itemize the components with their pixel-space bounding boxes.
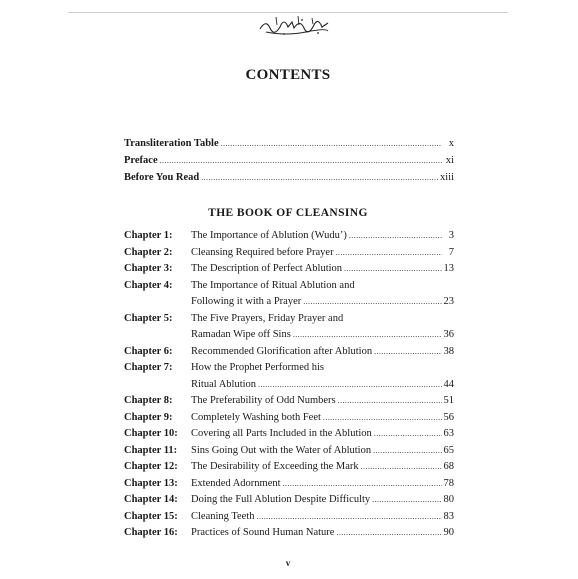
- chapter-label: Chapter 16:: [124, 527, 178, 538]
- chapter-title-line: [191, 311, 454, 328]
- chapter-title: Following it with a Prayer: [191, 296, 302, 307]
- dot-leader: [374, 426, 442, 443]
- chapter-title-block: [191, 393, 454, 410]
- chapter-title: The Importance of Ritual Ablution and: [191, 279, 355, 291]
- chapter-title-block: [191, 261, 454, 278]
- chapter-entry[interactable]: [124, 344, 454, 361]
- chapter-title-block: [191, 443, 454, 460]
- entry-title: Transliteration Table: [124, 138, 219, 149]
- chapter-entry[interactable]: [124, 393, 454, 410]
- dot-leader: [257, 509, 442, 526]
- chapter-label: Chapter 6:: [124, 345, 173, 357]
- book-page: [68, 12, 508, 579]
- front-matter-entry[interactable]: [124, 155, 454, 172]
- entry-title: Preface: [124, 154, 158, 166]
- chapter-title: Cleaning Teeth: [191, 510, 255, 522]
- dot-leader: [258, 377, 441, 394]
- dot-leader: [372, 492, 441, 509]
- dot-leader: [293, 327, 442, 344]
- chapter-entry[interactable]: [124, 476, 454, 493]
- dot-leader: [336, 245, 442, 262]
- dot-leader: [201, 173, 438, 182]
- chapter-title: The Five Prayers, Friday Prayer and: [191, 312, 344, 324]
- dot-leader: [160, 156, 442, 165]
- chapter-label: Chapter 8:: [124, 395, 173, 406]
- entry-page: x: [448, 138, 454, 149]
- dot-leader: [336, 525, 441, 542]
- entry-page: xi: [445, 154, 454, 166]
- chapter-label: Chapter 12:: [124, 461, 178, 472]
- chapter-title-line: [191, 360, 454, 377]
- chapter-entry[interactable]: [124, 228, 454, 245]
- chapter-page: 68: [443, 461, 454, 472]
- dot-leader: [338, 393, 442, 410]
- chapter-entry[interactable]: [124, 443, 454, 460]
- chapter-entry[interactable]: [124, 509, 454, 526]
- chapter-title-block: [191, 459, 454, 476]
- dot-leader: [361, 459, 442, 476]
- chapter-title-line: [191, 245, 454, 262]
- chapter-title-line: [191, 509, 454, 526]
- chapter-title: Practices of Sound Human Nature: [191, 527, 335, 538]
- chapter-label: Chapter 3:: [124, 263, 173, 274]
- chapter-entry[interactable]: [124, 410, 454, 427]
- chapter-title-line: [191, 459, 454, 476]
- front-matter-entry[interactable]: [124, 138, 454, 155]
- chapter-entry[interactable]: [124, 525, 454, 542]
- chapter-page: 36: [443, 329, 454, 340]
- chapter-label: Chapter 7:: [124, 362, 173, 373]
- chapter-page: 44: [443, 378, 454, 390]
- chapter-title-line: [191, 377, 454, 394]
- chapter-title: Extended Adornment: [191, 477, 281, 489]
- chapter-title: Doing the Full Ablution Despite Difficulty: [191, 494, 371, 505]
- chapter-title-line: [191, 327, 454, 344]
- entry-page: xiii: [439, 171, 454, 183]
- chapter-title: The Desirability of Exceeding the Mark: [191, 461, 359, 472]
- chapter-title-block: [191, 476, 454, 493]
- chapter-title-block: [191, 525, 454, 542]
- chapter-title-block: [191, 410, 454, 427]
- chapter-label: Chapter 4:: [124, 279, 173, 291]
- chapter-title-block: [191, 509, 454, 526]
- chapter-title-block: [191, 426, 454, 443]
- chapter-label: Chapter 1:: [124, 230, 173, 241]
- chapter-title-line: [191, 410, 454, 427]
- chapter-title-block: [191, 245, 454, 262]
- chapter-title-line: [191, 393, 454, 410]
- chapter-page: 7: [448, 246, 454, 258]
- chapter-label: Chapter 10:: [124, 428, 178, 439]
- chapter-title-line: [191, 344, 454, 361]
- chapter-page: 83: [443, 510, 454, 522]
- chapter-title-block: [191, 344, 454, 361]
- dot-leader: [221, 139, 442, 148]
- chapter-title: Completely Washing both Feet: [191, 411, 321, 423]
- chapter-entry[interactable]: [124, 278, 454, 311]
- chapter-title-line: [191, 443, 454, 460]
- chapter-label: Chapter 9:: [124, 411, 173, 423]
- chapter-title: How the Prophet Performed his: [191, 362, 324, 373]
- entry-title: Before You Read: [124, 171, 200, 183]
- chapter-title-block: [191, 360, 454, 393]
- chapter-entry[interactable]: [124, 311, 454, 344]
- dot-leader: [303, 294, 441, 311]
- chapter-title: The Preferability of Odd Numbers: [191, 395, 336, 406]
- chapter-page: 23: [443, 296, 454, 307]
- chapter-page: 56: [443, 411, 454, 423]
- dot-leader: [323, 410, 442, 427]
- chapter-page: 80: [443, 494, 454, 505]
- chapter-page: 51: [443, 395, 454, 406]
- front-matter-entry[interactable]: [124, 172, 454, 189]
- chapter-title: Cleansing Required before Prayer: [191, 246, 334, 258]
- chapter-title: Covering all Parts Included in the Ablution: [191, 428, 372, 439]
- dot-leader: [283, 476, 442, 493]
- chapter-entry[interactable]: [124, 360, 454, 393]
- page-number: v: [285, 558, 291, 568]
- chapter-entry[interactable]: [124, 459, 454, 476]
- chapter-title: The Importance of Ablution (Wudu’): [191, 230, 347, 241]
- chapter-title-line: [191, 278, 454, 295]
- chapter-entry[interactable]: [124, 261, 454, 278]
- chapter-entry[interactable]: [124, 492, 454, 509]
- book-title: THE BOOK OF CLEANSING: [208, 207, 368, 219]
- chapter-title-block: [191, 492, 454, 509]
- chapter-title-line: [191, 476, 454, 493]
- chapter-entry[interactable]: [124, 426, 454, 443]
- dot-leader: [344, 261, 441, 278]
- dot-leader: [373, 443, 441, 460]
- chapter-title: Recommended Glorification after Ablution: [191, 345, 373, 357]
- chapter-title: Ritual Ablution: [191, 378, 257, 390]
- chapter-list: [124, 228, 454, 542]
- dot-leader: [374, 344, 441, 361]
- dot-leader: [349, 228, 442, 245]
- chapter-page: 13: [443, 263, 454, 274]
- chapter-page: 78: [443, 477, 454, 489]
- chapter-label: Chapter 14:: [124, 494, 178, 505]
- page-title: CONTENTS: [245, 67, 331, 83]
- chapter-entry[interactable]: [124, 245, 454, 262]
- chapter-title-line: [191, 525, 454, 542]
- chapter-label: Chapter 15:: [124, 510, 178, 522]
- chapter-title-line: [191, 426, 454, 443]
- chapter-title-block: [191, 228, 454, 245]
- chapter-title: Sins Going Out with the Water of Ablution: [191, 444, 372, 456]
- chapter-label: Chapter 11:: [124, 444, 178, 456]
- chapter-page: 3: [448, 230, 454, 241]
- chapter-title-line: [191, 492, 454, 509]
- chapter-label: Chapter 13:: [124, 477, 178, 489]
- chapter-label: Chapter 5:: [124, 312, 173, 324]
- chapter-title-line: [191, 294, 454, 311]
- chapter-title-line: [191, 261, 454, 278]
- chapter-page: 38: [443, 345, 454, 357]
- chapter-title-block: [191, 278, 454, 311]
- chapter-title: Ramadan Wipe off Sins: [191, 329, 291, 340]
- chapter-label: Chapter 2:: [124, 246, 173, 258]
- front-matter-list: [124, 138, 454, 188]
- basmala-calligraphy: [256, 13, 332, 37]
- chapter-title-block: [191, 311, 454, 344]
- chapter-page: 90: [443, 527, 454, 538]
- chapter-title-line: [191, 228, 454, 245]
- chapter-page: 65: [443, 444, 454, 456]
- chapter-page: 63: [443, 428, 454, 439]
- chapter-title: The Description of Perfect Ablution: [191, 263, 343, 274]
